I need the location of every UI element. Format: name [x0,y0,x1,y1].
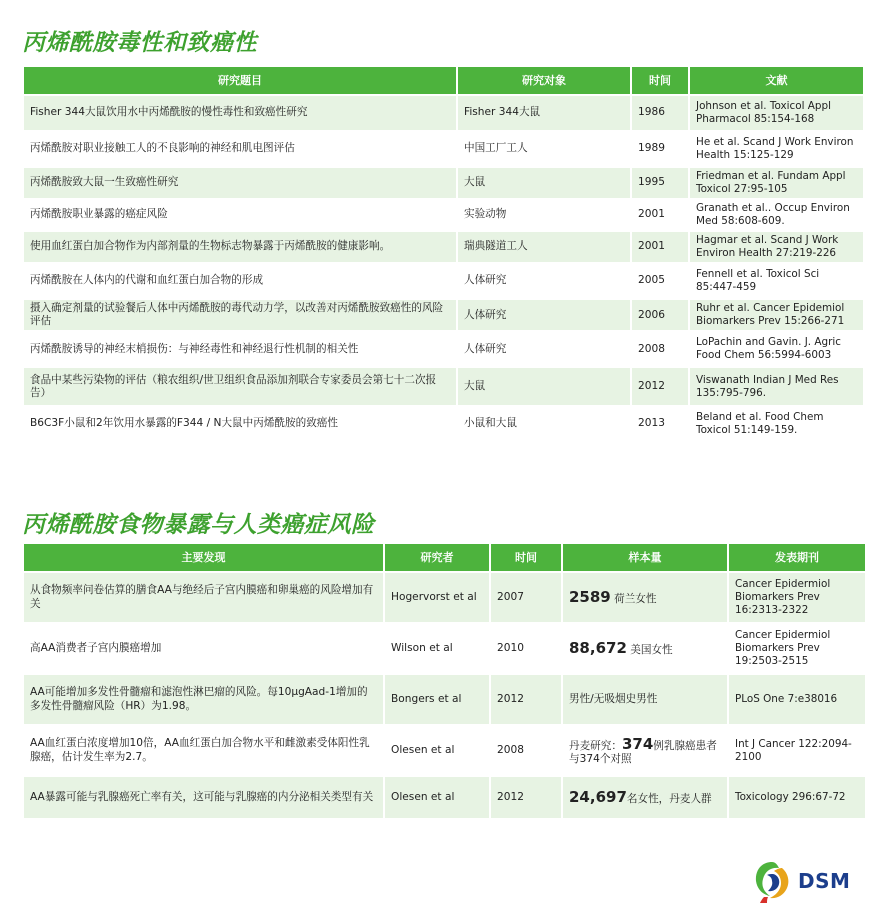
column-header: 研究题目 [24,67,456,94]
table-row [24,726,865,775]
table-row [24,168,863,198]
journal-cell: Cancer Epidermiol Biomarkers Prev 16:2313-2322 [729,573,865,622]
table-row [24,300,863,330]
year-cell: 2008 [632,332,688,366]
year-cell: 2001 [632,232,688,262]
sample-count: 88,672 [569,639,627,658]
journal-cell: PLoS One 7:e38016 [729,675,865,724]
table-row [24,407,863,440]
table-row [24,332,863,366]
toxicity-table [22,65,865,442]
table-row [24,777,865,818]
reference-cell: Johnson et al. Toxicol Appl Pharmacol 85:154-168 [690,96,863,130]
year-cell: 1986 [632,96,688,130]
subject-cell: 大鼠 [458,168,630,198]
subject-cell: 中国工厂工人 [458,132,630,166]
subject-cell: 瑞典隧道工人 [458,232,630,262]
reference-cell: He et al. Scand J Work Environ Health 15:125-129 [690,132,863,166]
subject-cell: 人体研究 [458,264,630,298]
year-cell: 2005 [632,264,688,298]
year-cell: 1989 [632,132,688,166]
finding-cell: AA可能增加多发性骨髓瘤和滤泡性淋巴瘤的风险。每10μgAad-1增加的多发性骨髓瘤风险（HR）为1.98。 [24,675,383,724]
dsm-logo [752,858,852,904]
year-cell: 1995 [632,168,688,198]
table-row [24,132,863,166]
table-row [24,675,865,724]
reference-cell: Beland et al. Food Chem Toxicol 51:149-159. [690,407,863,440]
sample-size-cell [563,777,727,818]
study-title-cell: 丙烯酰胺对职业接触工人的不良影响的神经和肌电图评估 [24,132,456,166]
journal-cell: Cancer Epidermiol Biomarkers Prev 19:2503-2515 [729,624,865,673]
sample-count: 24,697 [569,788,627,807]
year-cell: 2010 [491,624,561,673]
reference-cell: Granath et al.. Occup Environ Med 58:608-609. [690,200,863,230]
reference-cell: Fennell et al. Toxicol Sci 85:447-459 [690,264,863,298]
sample-size-cell [563,573,727,622]
sample-size-cell [563,675,727,724]
researcher-cell: Bongers et al [385,675,489,724]
table-row [24,96,863,130]
column-header: 样本量 [563,544,727,571]
subject-cell: 人体研究 [458,332,630,366]
study-title-cell: 食品中某些污染物的评估（粮农组织/世卫组织食品添加剂联合专家委员会第七十二次报告） [24,368,456,405]
researcher-cell: Hogervorst et al [385,573,489,622]
study-title-cell: 丙烯酰胺在人体内的代谢和血红蛋白加合物的形成 [24,264,456,298]
section2-title: 丙烯酰胺食物暴露与人类癌症风险 [22,512,375,538]
subject-cell: 实验动物 [458,200,630,230]
study-title-cell: 使用血红蛋白加合物作为内部剂量的生物标志物暴露于丙烯酰胺的健康影响。 [24,232,456,262]
journal-cell: Int J Cancer 122:2094-2100 [729,726,865,775]
study-title-cell: 丙烯酰胺致大鼠一生致癌性研究 [24,168,456,198]
table-row [24,200,863,230]
year-cell: 2006 [632,300,688,330]
table-row [24,232,863,262]
column-header: 文献 [690,67,863,94]
reference-cell: Hagmar et al. Scand J Work Environ Health 27:219-226 [690,232,863,262]
year-cell: 2012 [491,675,561,724]
year-cell: 2012 [632,368,688,405]
column-header: 研究对象 [458,67,630,94]
column-header: 主要发现 [24,544,383,571]
sample-text: 男性/无吸烟史男性 [569,692,658,705]
exposure-table [22,542,867,820]
table-row [24,624,865,673]
dsm-swirl-logo-icon [752,859,792,903]
study-title-cell: Fisher 344大鼠饮用水中丙烯酰胺的慢性毒性和致癌性研究 [24,96,456,130]
study-title-cell: B6C3F小鼠和2年饮用水暴露的F344 / N大鼠中丙烯酰胺的致癌性 [24,407,456,440]
reference-cell: Friedman et al. Fundam Appl Toxicol 27:95-105 [690,168,863,198]
table-header-row [24,67,863,94]
subject-cell: 小鼠和大鼠 [458,407,630,440]
year-cell: 2008 [491,726,561,775]
year-cell: 2013 [632,407,688,440]
finding-cell: 高AA消费者子宫内膜癌增加 [24,624,383,673]
sample-size-cell [563,726,727,775]
sample-count: 2589 [569,588,611,607]
section1-title: 丙烯酰胺毒性和致癌性 [22,30,257,56]
study-title-cell: 丙烯酰胺诱导的神经末梢损伤：与神经毒性和神经退行性机制的相关性 [24,332,456,366]
reference-cell: Viswanath Indian J Med Res 135:795-796. [690,368,863,405]
table-row [24,368,863,405]
sample-size-cell [563,624,727,673]
table-row [24,573,865,622]
column-header: 发表期刊 [729,544,865,571]
researcher-cell: Wilson et al [385,624,489,673]
researcher-cell: Olesen et al [385,777,489,818]
journal-cell: Toxicology 296:67-72 [729,777,865,818]
researcher-cell: Olesen et al [385,726,489,775]
year-cell: 2012 [491,777,561,818]
dsm-logo-text: DSM [798,869,851,893]
sample-text: 丹麦研究： [569,739,622,752]
column-header: 时间 [632,67,688,94]
study-title-cell: 丙烯酰胺职业暴露的癌症风险 [24,200,456,230]
year-cell: 2007 [491,573,561,622]
subject-cell: Fisher 344大鼠 [458,96,630,130]
sample-text: 荷兰女性 [610,593,657,606]
table-row [24,264,863,298]
reference-cell: Ruhr et al. Cancer Epidemiol Biomarkers Prev 15:266-271 [690,300,863,330]
subject-cell: 人体研究 [458,300,630,330]
finding-cell: AA血红蛋白浓度增加10倍，AA血红蛋白加合物水平和雌激素受体阳性乳腺癌，估计发生率为2.7。 [24,726,383,775]
sample-text: 美国女性 [626,644,673,657]
subject-cell: 大鼠 [458,368,630,405]
finding-cell: 从食物频率问卷估算的膳食AA与绝经后子宫内膜癌和卵巢癌的风险增加有关 [24,573,383,622]
reference-cell: LoPachin and Gavin. J. Agric Food Chem 56:5994-6003 [690,332,863,366]
study-title-cell: 摄入确定剂量的试验餐后人体中丙烯酰胺的毒代动力学，以改善对丙烯酰胺致癌性的风险评估 [24,300,456,330]
sample-text: 名女性，丹麦人群 [626,793,712,806]
sample-text: 例乳腺癌患者与374个对照 [569,739,717,766]
table-header-row [24,544,865,571]
sample-count: 374 [621,734,654,753]
finding-cell: AA暴露可能与乳腺癌死亡率有关，这可能与乳腺癌的内分泌相关类型有关 [24,777,383,818]
column-header: 研究者 [385,544,489,571]
column-header: 时间 [491,544,561,571]
year-cell: 2001 [632,200,688,230]
